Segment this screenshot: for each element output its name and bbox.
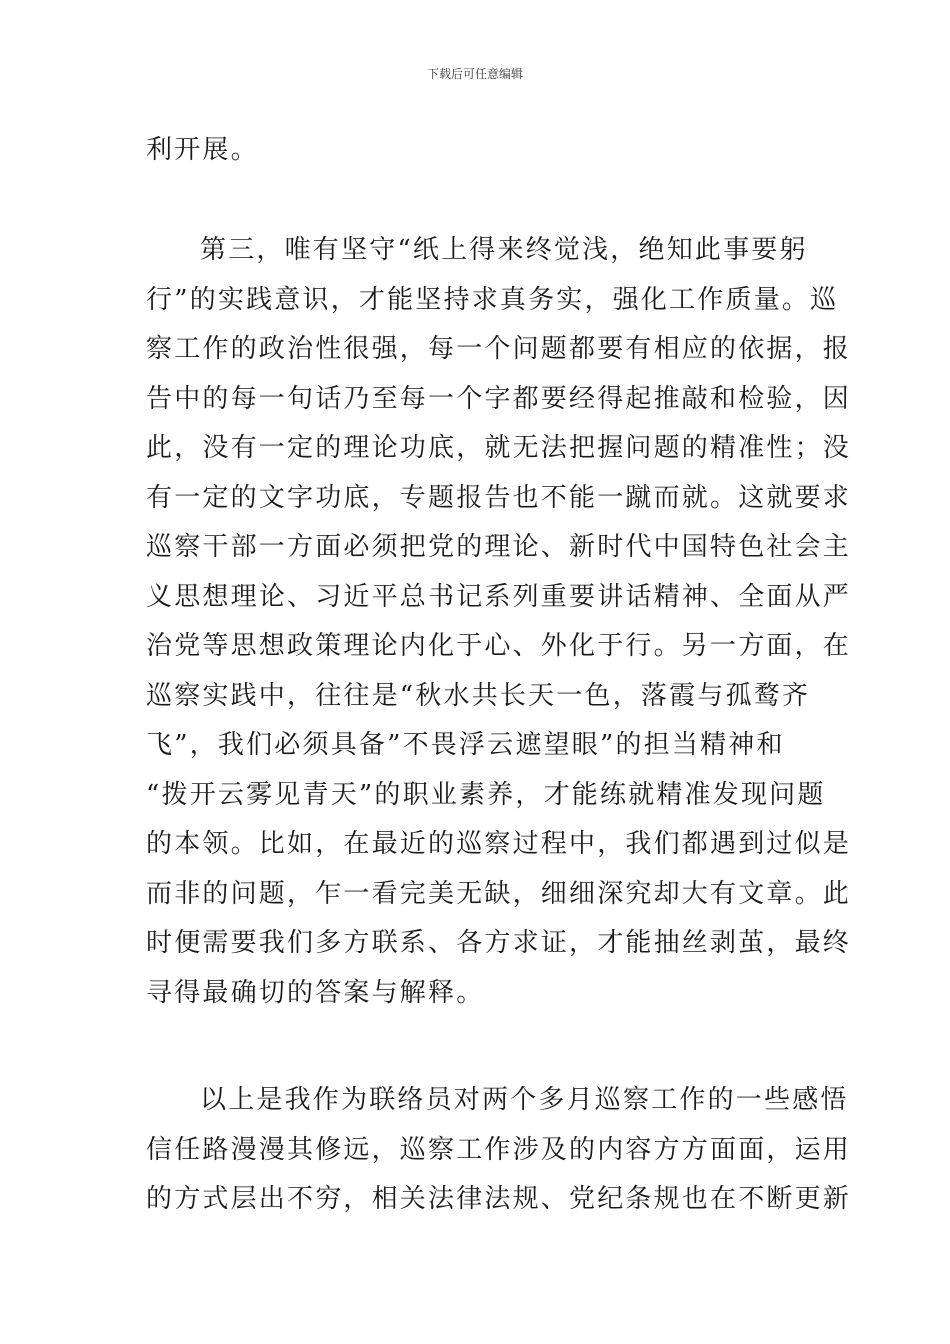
text-line: 察工作的政治性很强，每一个问题都要有相应的依据，报 — [146, 334, 852, 364]
text-line: 行”的实践意识，才能坚持求真务实，强化工作质量。巡 — [146, 284, 839, 315]
text-line: 此，没有一定的理论功底，就无法把握问题的精准性；没 — [146, 433, 852, 463]
text-line: 义思想理论、习近平总书记系列重要讲话精神、全面从严 — [146, 581, 852, 612]
text-line: 告中的每一句话乃至每一个字都要经得起推敲和检验，因 — [146, 383, 852, 414]
text-line: “拨开云雾见青天”的职业素养，才能练就精准发现问题 — [146, 779, 826, 810]
text-line: 的方式层出不穷，相关法律法规、党纪条规也在不断更新 — [146, 1184, 852, 1214]
text-line: 有一定的文字功底，专题报告也不能一蹴而就。这就要求 — [146, 482, 852, 513]
text-line: 信任路漫漫其修远，巡察工作涉及的内容方方面面，运用 — [146, 1134, 852, 1165]
text-line: 巡察干部一方面必须把党的理论、新时代中国特色社会主 — [146, 532, 852, 562]
text-line: 时便需要我们多方联系、各方求证，才能抽丝剥茧，最终 — [146, 928, 852, 958]
paragraph-third-point — [146, 226, 852, 1018]
paragraph-conclusion — [146, 1076, 852, 1225]
text-line: 利开展。 — [146, 135, 259, 165]
text-line: 第三，唯有坚守“纸上得来终觉浅，绝知此事要躬 — [200, 235, 808, 265]
text-line: 巡察实践中，往往是“秋水共长天一色，落霞与孤鹜齐 — [146, 680, 811, 711]
text-line: 飞”，我们必须具备”不畏浮云遮望眼”的担当精神和 — [146, 730, 785, 760]
text-line: 治党等思想政策理论内化于心、外化于行。另一方面，在 — [146, 631, 852, 661]
text-line: 寻得最确切的答案与解释。 — [146, 977, 485, 1008]
header-note: 下载后可任意编辑 — [426, 67, 523, 81]
text-line: 而非的问题，乍一看完美无缺，细细深究却大有文章。此 — [146, 878, 852, 909]
text-line: 以上是我作为联络员对两个多月巡察工作的一些感悟 — [200, 1085, 849, 1115]
text-line: 的本领。比如，在最近的巡察过程中，我们都遇到过似是 — [146, 829, 852, 859]
paragraph-continuation — [146, 126, 806, 176]
